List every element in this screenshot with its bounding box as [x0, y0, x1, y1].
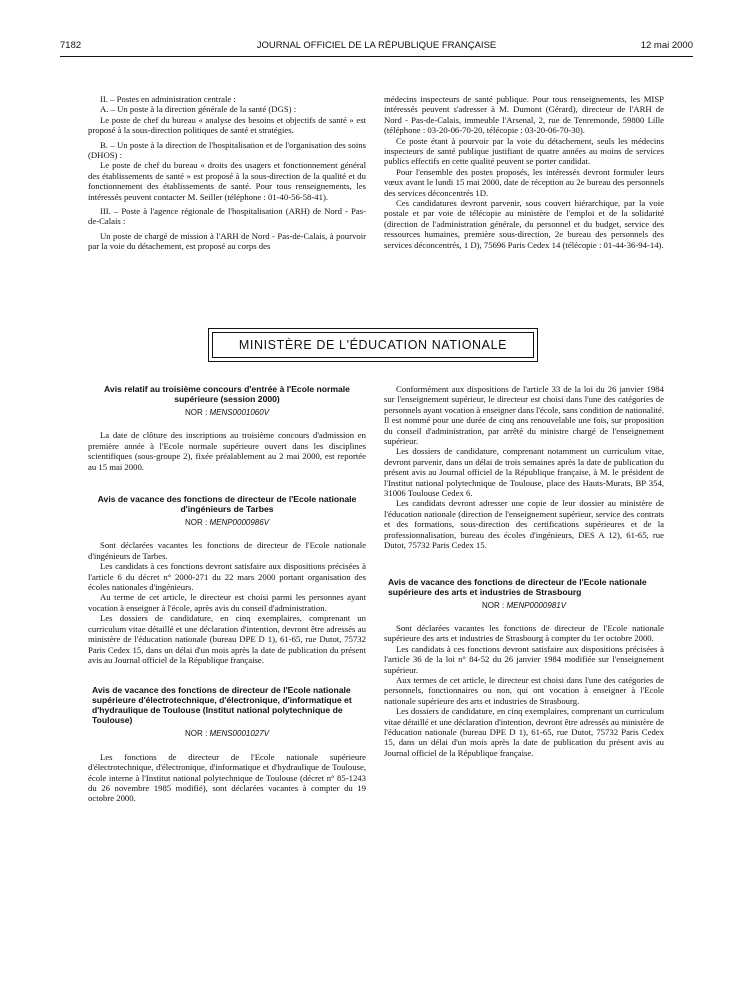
- paragraph: Conformément aux dispositions de l'article 33 de la loi du 26 janvier 1984 sur l'enseignement supérieur, le directeur est choisi dans l'une des catégories de personnels ayant vocation à enseigner dans l'école, sans condition de nationalité. Il est nommé pour une durée de cinq ans renouvelable une fois, sur proposition du conseil d'administration, par arrêté du ministre chargé de l'enseignement supérieur.: [384, 384, 664, 447]
- paragraph: Sont déclarées vacantes les fonctions de directeur de l'Ecole nationale d'ingénieurs de Tarbes.: [88, 540, 366, 561]
- top-left-column: [88, 94, 366, 252]
- nor-reference: NOR : MENP0000986V: [184, 518, 270, 528]
- nor-reference: NOR : MENP0000981V: [481, 600, 567, 610]
- top-right-column: [384, 94, 664, 250]
- paragraph: Les candidats à ces fonctions devront satisfaire aux dispositions précisées à l'article 6 du décret n° 2000-271 du 22 mars 2000 portant organisation des écoles nationales d'ingénieurs.: [88, 561, 366, 593]
- section-heading: II. – Postes en administration centrale :: [100, 94, 236, 104]
- paragraph: Les dossiers de candidature, en cinq exemplaires, comprenant un curriculum vitae détaillé et une déclaration d'intention, devront être adressés au ministère de l'éducation nationale (bureau DPE D 1), 61-65, rue Dutot, 75732 Paris Cedex 15, dans un délai d'un mois après la date de publication du présent avis au Journal officiel de la République française.: [88, 613, 366, 665]
- paragraph: Les candidats devront adresser une copie de leur dossier au ministère de l'éducation nationale (direction de l'enseignement supérieur, service des contrats et des formations, sous-direction des certifications supérieures et de la professionnalisation, bureau des écoles d'ingénieurs, DES A 12), 61-65, rue Dutot, 75732 Paris Cedex 15.: [384, 498, 664, 551]
- paragraph: Sont déclarées vacantes les fonctions de directeur de l'Ecole nationale supérieure des arts et industries de Strasbourg à compter du 1er octobre 2000.: [384, 622, 664, 644]
- nor-reference: NOR : MENS0001060V: [184, 408, 270, 417]
- ministry-title: MINISTÈRE DE L'ÉDUCATION NATIONALE: [212, 332, 534, 358]
- nor-reference: NOR : MENS0001027V: [184, 729, 270, 739]
- paragraph: Les dossiers de candidature, comprenant notamment un curriculum vitae, devront parvenir, dans un délai de trois semaines après la date de publication du présent avis au Journal officiel de la République française, à M. le président de l'Institut national polytechnique de Toulouse, place des Hauts-Murats, BP 354, 31006 Toulouse Cedex 6.: [384, 446, 664, 499]
- notice-title: Avis de vacance des fonctions de directeur de l'Ecole nationale d'ingénieurs de Tarbes: [97, 494, 357, 515]
- lower-left-column: [88, 384, 366, 804]
- header-rule: [60, 56, 693, 57]
- paragraph: Le poste de chef du bureau « analyse des besoins et objectifs de santé » est proposé à la sous-direction politiques de santé et stratégies.: [88, 114, 366, 136]
- paragraph: III. – Poste à l'agence régionale de l'hospitalisation (ARH) de Nord - Pas-de-Calais :: [88, 206, 366, 227]
- paragraph: La date de clôture des inscriptions au troisième concours d'admission en première année à l'Ecole normale supérieure ouvert dans les disciplines scientifiques (sous-groupe 2), fixée préalablement au 2 mai 2000, est reportée au 15 mai 2000.: [88, 430, 366, 472]
- paragraph: Les candidats à ces fonctions devront satisfaire aux dispositions précisées à l'article 36 de la loi n° 84-52 du 26 janvier 1984 modifiée sur l'enseignement supérieur.: [384, 643, 664, 675]
- paragraph: Ce poste étant à pourvoir par la voie du détachement, seuls les médecins inspecteurs de santé publique justifiant de quatre années au moins de services publics effectifs en cette qualité peuvent se porter candidat.: [384, 135, 664, 167]
- paragraph: B. – Un poste à la direction de l'hospitalisation et de l'organisation des soins (DHOS) :: [88, 139, 366, 161]
- paragraph: médecins inspecteurs de santé publique. Pour tous renseignements, les MISP intéressés peuvent s'adresser à M. Dumont (Gérard), directeur de l'ARH de Nord - Pas-de-Calais, immeuble l'Arsenal, 2, rue de Tenremonde, 59800 Lille (téléphone : 03-20-06-70-20, télécopie : 03-20-06-70-30).: [384, 94, 664, 136]
- journal-title: JOURNAL OFFICIEL DE LA RÉPUBLIQUE FRANÇAISE: [256, 40, 497, 51]
- notice-title: Avis de vacance des fonctions de directeur de l'Ecole nationale supérieure des arts et industries de Strasbourg: [388, 576, 647, 597]
- paragraph: Le poste de chef du bureau « droits des usagers et fonctionnement général des établissements de santé » est proposé à la sous-direction de la qualité et du fonctionnement des établissements de santé. Pour tous renseignements, les intéressés peuvent contacter M. Seiller (téléphone : 01-40-56-58-41).: [88, 160, 366, 202]
- paragraph: Les fonctions de directeur de l'Ecole nationale supérieure d'électrotechnique, d'électronique, d'informatique et d'hydraulique de Toulouse, école interne à l'Institut national polytechnique de Toulouse (décret n° 85-1243 du 26 novembre 1985 modifié), sont déclarées vacantes à compter du 19 octobre 2000.: [88, 751, 366, 804]
- notice-title: Avis relatif au troisième concours d'entrée à l'Ecole normale supérieure (session 2000): [104, 384, 350, 404]
- paragraph: Au terme de cet article, le directeur est choisi parmi les personnes ayant vocation à enseigner à l'école, après avis du conseil d'administration.: [88, 592, 366, 613]
- paragraph: Pour l'ensemble des postes proposés, les intéressés devront formuler leurs vœux avant le lundi 15 mai 2000, date de réception au 2e bureau des personnels des services déconcentrés 1D.: [384, 166, 664, 198]
- lower-right-column: [384, 384, 664, 758]
- paragraph: Aux termes de cet article, le directeur est choisi dans l'une des catégories de personnels, fonctionnaires ou non, qui ont vocation à enseigner à l'Ecole nationale supérieure des arts et industries de Strasbourg.: [384, 674, 664, 706]
- paragraph: Ces candidatures devront parvenir, sous couvert hiérarchique, par la voie postale et par voie de télécopie au ministère de l'emploi et de la solidarité (direction de l'administration générale, du personnel et du budget, service des ressources humaines, première sous-direction, 2e bureau des personnels des services déconcentrés, 1 D), 75696 Paris Cedex 14 (télécopie : 01-44-36-94-14).: [384, 198, 664, 250]
- notice-title: Avis de vacance des fonctions de directeur de l'Ecole nationale supérieure d'électrotechnique, d'électronique, d'informatique et d'hydraulique de Toulouse (Institut national polytechnique de Toulouse): [92, 685, 352, 726]
- issue-date: 12 mai 2000: [640, 40, 693, 51]
- page-header: [60, 40, 693, 54]
- page-number: 7182: [60, 40, 82, 51]
- paragraph: Les dossiers de candidature, en cinq exemplaires, comprenant un curriculum vitae détaillé et une déclaration d'intention, devront être adressés au ministère de l'éducation nationale (bureau DPE D 1), 61-65, rue Dutot, 75732 Paris Cedex 15, dans un délai d'un mois après la date de publication du présent avis au Journal officiel de la République française.: [384, 706, 664, 758]
- paragraph: A. – Un poste à la direction générale de la santé (DGS) :: [100, 104, 297, 115]
- paragraph: Un poste de chargé de mission à l'ARH de Nord - Pas-de-Calais, à pourvoir par la voie du détachement, est proposé au corps des: [88, 230, 366, 252]
